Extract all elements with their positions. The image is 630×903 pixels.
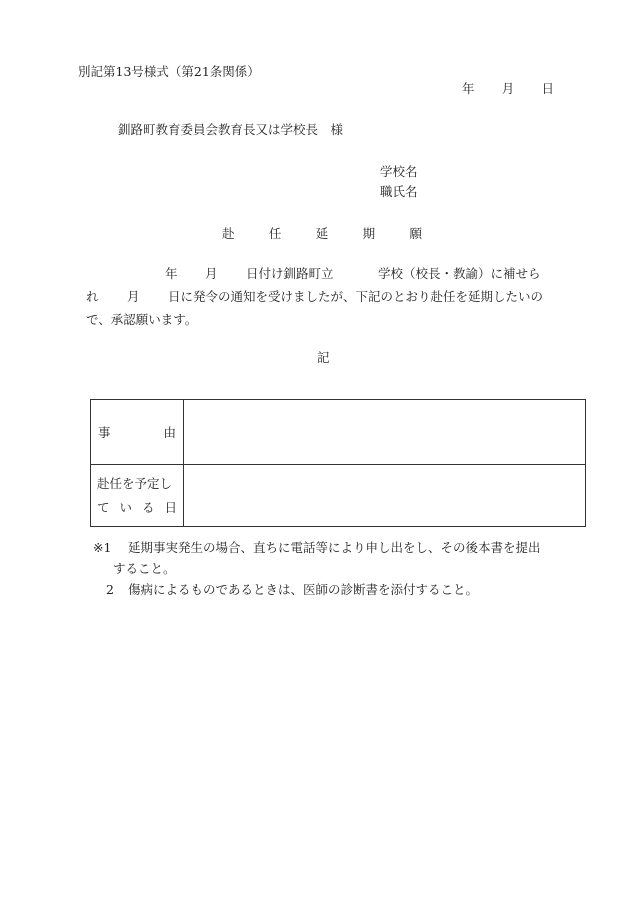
title-char: 延 [315,226,329,241]
school-name-label: 学校名 [380,164,418,179]
request-table [90,399,586,527]
body-line2-month: 月 [127,289,140,304]
date-label-char: て [97,499,110,515]
ki-heading: 記 [317,350,330,365]
table-row [91,465,586,527]
addressee: 釧路町教育委員会教育長又は学校長 様 [118,122,344,137]
date-value-cell[interactable] [184,465,586,527]
note-mark: ※1 [93,540,112,555]
title-char: 期 [362,226,376,241]
note2-text: 傷病によるものであるときは、医師の診断書を添付すること。 [128,582,479,597]
reason-label-cell [91,400,184,465]
document-title [222,226,422,242]
date-label-line2 [97,496,177,520]
note2-number: 2 [106,582,114,597]
date-label-char: い [119,499,132,515]
body-line1-year: 年 [165,266,178,281]
date-day-label: 日 [541,81,554,96]
date-label-char: る [141,499,155,515]
body-line1-end: 学校（校長・教諭）に補せら [378,266,541,281]
note1-line2: すること。 [113,561,176,576]
reason-label-char: 由 [163,425,176,440]
body-line3: で、承認願います。 [86,312,198,327]
table-row [91,400,586,465]
date-month-label: 月 [501,81,515,96]
title-char: 赴 [222,226,235,241]
form-number: 別記第13号様式（第21条関係） [78,64,260,79]
note1-line1: 延期事実発生の場合、直ちに電話等により申し出をし、その後本書を提出 [128,540,541,555]
body-line2-start: れ [86,289,99,304]
body-line1-month: 月 [205,266,218,281]
date-label-line1: 赴任を予定し [97,475,173,491]
date-line [462,81,554,97]
body-line1-mid: 日付け釧路町立 [246,266,334,281]
date-label-cell [91,465,184,527]
date-year-label: 年 [462,81,475,96]
title-char: 任 [268,226,282,241]
title-char: 願 [409,226,422,241]
reason-label-char: 事 [98,425,111,440]
reason-value-cell[interactable] [184,400,586,465]
applicant-name-label: 職氏名 [380,184,418,199]
date-label-char: 日 [164,499,177,515]
body-line2-end: 日に発令の通知を受けましたが、下記のとおり赴任を延期したいの [168,289,544,304]
